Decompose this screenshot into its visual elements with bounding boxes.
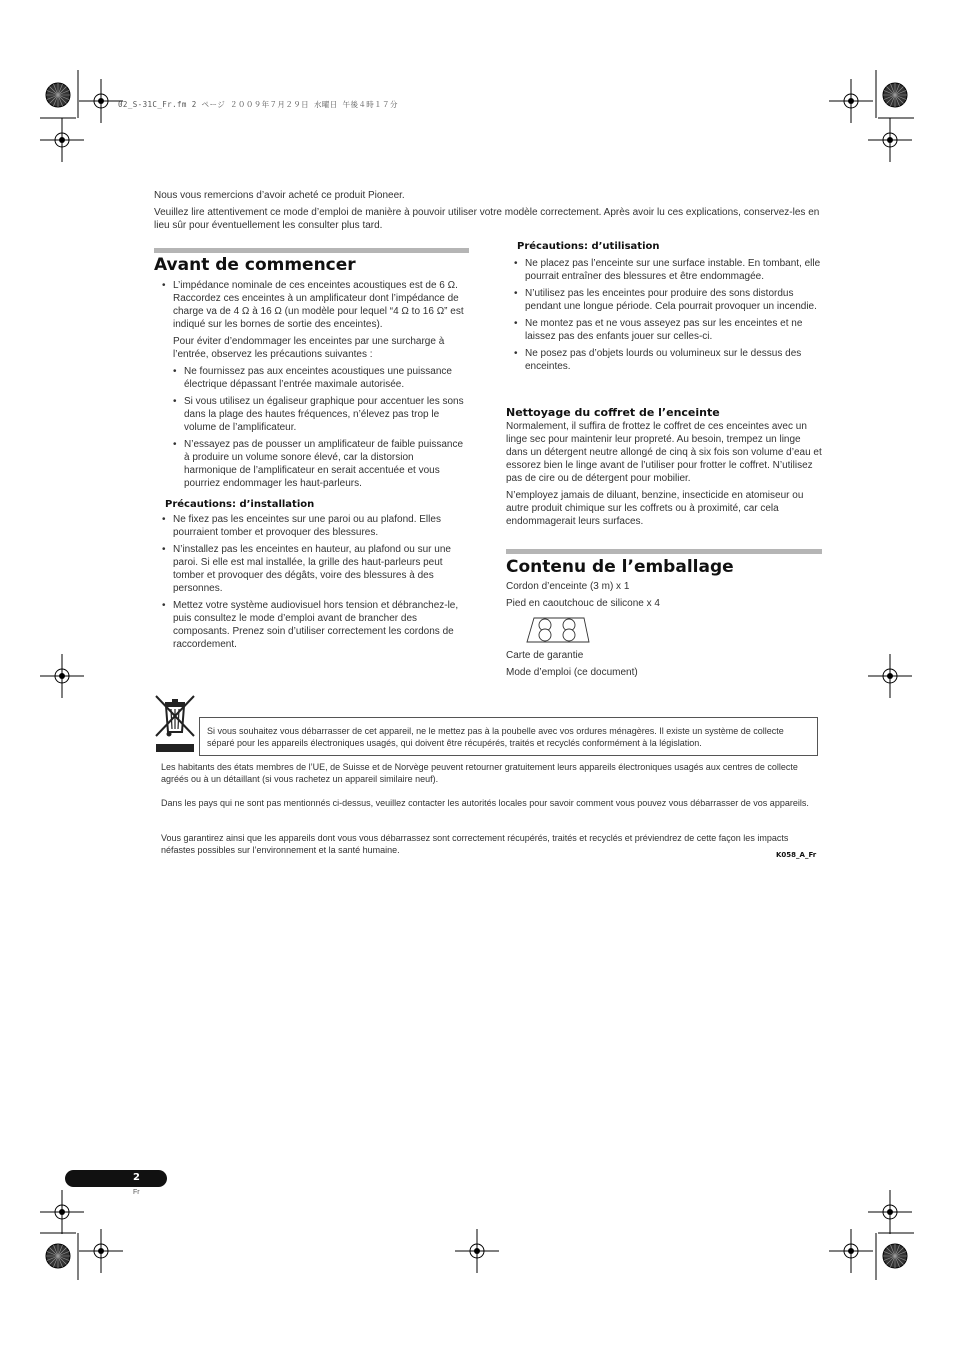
intro-read: Veuillez lire attentivement ce mode d’emploi de manière à pouvoir utiliser votre modèle correctement. Après avoir lu ces explications, conservez-les en lieu sûr pour éventuellement les consulter plus tard. (154, 207, 820, 231)
utilisation-section (506, 241, 822, 377)
contenu-item-mode-emploi: Mode d’emploi (ce document) (506, 667, 638, 678)
document-code: K058_A_Fr (776, 851, 817, 859)
utilisation-item: • Ne posez pas d’objets lourds ou volumineux sur le dessus des enceintes. (506, 347, 822, 373)
heading-precautions-installation: Précautions: d’installation (165, 499, 315, 510)
file-info: 02_S-31C_Fr.fm 2 ページ ２００９年７月２９日 水曜日 午後４時１７分 (118, 100, 398, 109)
heading-contenu-emballage: Contenu de l’emballage (506, 557, 734, 577)
install-item: • Mettez votre système audiovisuel hors tension et débranchez-le, puis consultez le mode d’emploi avant de brancher des composants. Prenez soin d’utiliser correctement les cordons de raccordement. (154, 599, 469, 651)
weee-crossed-bin-icon (153, 694, 197, 754)
install-item: • Ne fixez pas les enceintes sur une paroi ou au plafond. Elles pourraient tomber et provoquer des blessures. (154, 513, 469, 539)
contenu-item-carte: Carte de garantie (506, 650, 584, 661)
avant-section (154, 279, 469, 655)
contenu-item-cordon: Cordon d’enceinte (3 m) x 1 (506, 581, 630, 592)
utilisation-item: • Ne placez pas l’enceinte sur une surface instable. En tombant, elle pourrait entraîner des blessures et être endommagée. (506, 257, 822, 283)
disposal-other-countries: Dans les pays qui ne sont pas mentionnés ci-dessus, veuillez contacter les autorités locales pour savoir comment vous pouvez vous débarrasser de vos appareils. (161, 798, 809, 808)
avant-nested-item: • Ne fournissez pas aux enceintes acoustiques une puissance électrique dépassant l’entrée maximale autorisée. (154, 365, 469, 391)
intro-thanks: Nous vous remercions d’avoir acheté ce produit Pioneer. (154, 190, 405, 201)
page-language: Fr (133, 1189, 140, 1196)
utilisation-item: • N’utilisez pas les enceintes pour produire des sons distordus pendant une longue période. Cela pourrait provoquer un incendie. (506, 287, 822, 313)
nettoyage-section (506, 406, 822, 528)
rubber-feet-illustration (526, 617, 590, 643)
avant-overload-intro: Pour éviter d’endommager les enceintes par une surcharge à l’entrée, observez les précautions suivantes : (173, 336, 445, 360)
nettoyage-p2: N’employez jamais de diluant, benzine, insecticide en atomiseur ou autre produit chimique sur les coffrets ou à proximité, car cela endommagerait leurs surfaces. (506, 490, 804, 527)
disposal-warning-box: Si vous souhaitez vous débarrasser de cet appareil, ne le mettez pas à la poubelle avec vos ordures ménagères. Il existe un système de collecte séparé pour les appareils électroniques usagés, qui doivent être récupérés, traités et recyclés conformément à la législation. (199, 717, 818, 756)
disposal-eu-info: Les habitants des états membres de l’UE, de Suisse et de Norvège peuvent retourner gratuitement leurs appareils électroniques usagés aux centres de collecte agréés ou à un détaillant (si vous rachetez un appareil similaire neuf). (161, 762, 798, 784)
utilisation-item: • Ne montez pas et ne vous asseyez pas sur les enceintes et ne laissez pas des enfants jouer sur celles-ci. (506, 317, 822, 343)
nettoyage-p1: Normalement, il suffira de frottez le coffret de ces enceintes avec un linge sec pour maintenir leur propreté. Au besoin, trempez un linge dans un détergent neutre allongé de cinq à six fois son volume d’eau et essorez bien le linge avant de l’utiliser pour frotter le coffret. N’utilisez pas de cire ou de détergent pour mobilier. (506, 421, 822, 484)
page-number-badge (65, 1170, 167, 1187)
section-bar-avant (154, 248, 469, 253)
heading-avant-de-commencer: Avant de commencer (154, 255, 356, 275)
install-item: • N’installez pas les enceintes en hauteur, au plafond ou sur une paroi. Si elle est mal installée, la grille des haut-parleurs peut tomber et provoquer des dégâts, voire des blessures à des personnes. (154, 543, 469, 595)
heading-precautions-utilisation: Précautions: d’utilisation (517, 241, 660, 252)
avant-nested-item: • N’essayez pas de pousser un amplificateur de faible puissance à produire un volume sonore élevé, car la distorsion harmonique de l’amplificateur en serait accentuée et vous pourriez endommager les haut-parleurs. (154, 438, 469, 490)
heading-nettoyage: Nettoyage du coffret de l’enceinte (506, 406, 720, 419)
contenu-item-pied: Pied en caoutchouc de silicone x 4 (506, 598, 660, 609)
page-number: 2 (133, 1172, 140, 1183)
avant-bullet-impedance: • L’impédance nominale de ces enceintes acoustiques est de 6 Ω. Raccordez ces enceintes à un amplificateur dont l’impédance de charge va de 4 Ω à 16 Ω (un modèle pour lequel “4 Ω to 16 Ω” est indiqué sur les bornes de sortie des enceintes). (154, 279, 469, 331)
section-bar-contenu (506, 549, 822, 554)
disposal-guarantee: Vous garantirez ainsi que les appareils dont vous vous débarrassez sont correctement récupérés, traités et recyclés et préviendrez de cette façon les impacts néfastes possibles sur l’environnement et la santé humaine. (161, 833, 789, 855)
avant-nested-item: • Si vous utilisez un égaliseur graphique pour accentuer les sons dans la plage des hautes fréquences, n’élevez pas trop le volume de l’amplificateur. (154, 395, 469, 434)
